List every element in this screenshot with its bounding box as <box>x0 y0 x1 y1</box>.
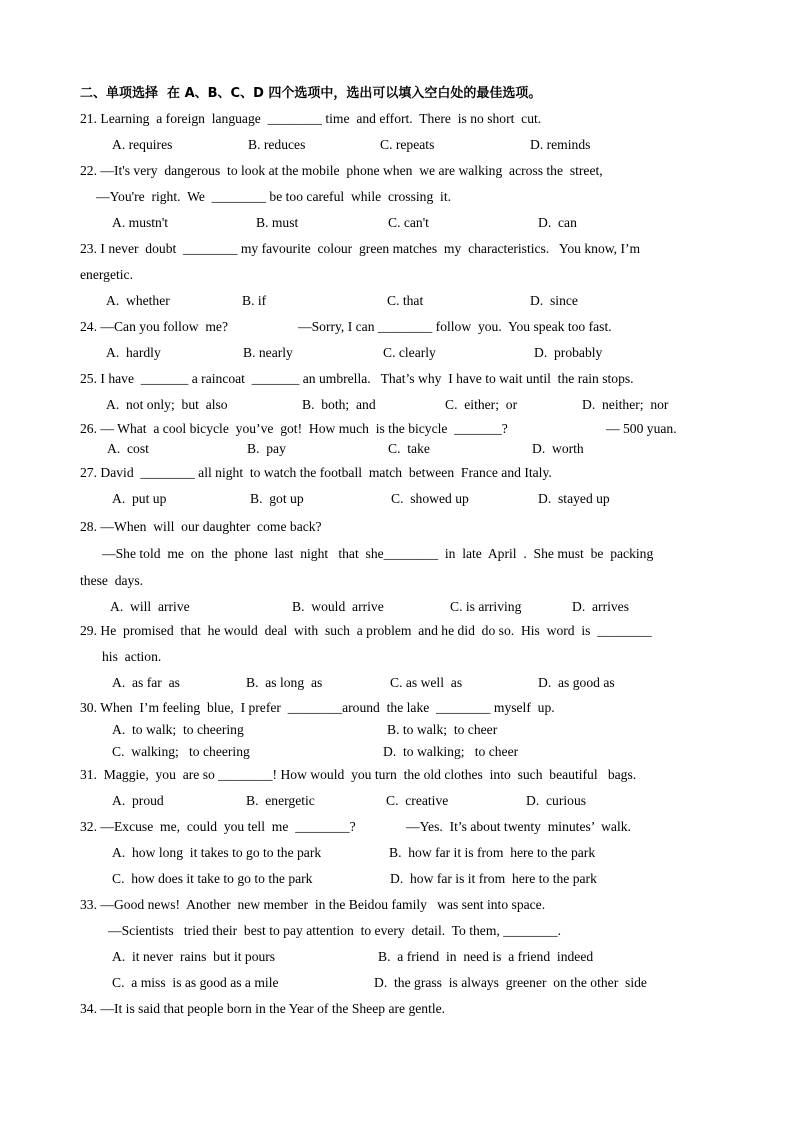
q29-option-a: A. as far as <box>112 675 180 690</box>
q32-option-c: C. how does it take to go to the park <box>112 871 313 886</box>
q21-option-b: B. reduces <box>248 137 306 152</box>
q24-option-a: A. hardly <box>106 345 161 360</box>
question-24-stem: 24. —Can you follow me? <box>80 319 228 334</box>
q24-option-d: D. probably <box>534 345 603 360</box>
question-30-stem: 30. When I’m feeling blue, I prefer ________around the lake ________ myself up. <box>80 700 555 715</box>
q29-option-d: D. as good as <box>538 675 615 690</box>
question-34-stem: 34. —It is said that people born in the Year of the Sheep are gentle. <box>80 1001 446 1016</box>
q33-option-b: B. a friend in need is a friend indeed <box>378 949 594 964</box>
q21-option-d: D. reminds <box>530 137 591 152</box>
question-21-stem: 21. Learning a foreign language ________ time and effort. There is no short cut. <box>80 111 542 126</box>
question-26-reply: — 500 yuan. <box>606 421 677 436</box>
question-31-stem: 31. Maggie, you are so ________! How would you turn the old clothes into such beautiful bags. <box>80 767 637 782</box>
question-29-stem-cont: his action. <box>102 649 162 664</box>
q23-option-a: A. whether <box>106 293 170 308</box>
q33-option-c: C. a miss is as good as a mile <box>112 975 279 990</box>
q23-option-d: D. since <box>530 293 578 308</box>
question-29-stem: 29. He promised that he would deal with such a problem and he did do so. His word is ________ <box>80 623 652 638</box>
q33-option-d: D. the grass is always greener on the other side <box>374 975 647 990</box>
q26-option-d: D. worth <box>532 441 584 456</box>
q31-option-b: B. energetic <box>246 793 315 808</box>
q22-option-d: D. can <box>538 215 577 230</box>
q30-option-b: B. to walk; to cheer <box>387 722 498 737</box>
section-title: 二、单项选择 在 A、B、C、D 四个选项中，选出可以填入空白处的最佳选项。 <box>80 86 542 101</box>
q27-option-b: B. got up <box>250 491 304 506</box>
q22-option-a: A. mustn't <box>112 215 169 230</box>
q29-option-c: C. as well as <box>390 675 463 690</box>
q25-option-d: D. neither; nor <box>582 397 669 412</box>
q30-option-d: D. to walking; to cheer <box>383 744 519 759</box>
q28-option-b: B. would arrive <box>292 599 384 614</box>
q31-option-a: A. proud <box>112 793 164 808</box>
q30-option-c: C. walking; to cheering <box>112 744 250 759</box>
question-28-reply-cont: these days. <box>80 573 144 588</box>
q33-option-a: A. it never rains but it pours <box>112 949 276 964</box>
q29-option-b: B. as long as <box>246 675 323 690</box>
q24-option-b: B. nearly <box>243 345 293 360</box>
q25-option-c: C. either; or <box>445 397 518 412</box>
q23-option-c: C. that <box>387 293 424 308</box>
q22-option-c: C. can't <box>388 215 429 230</box>
q27-option-d: D. stayed up <box>538 491 610 506</box>
question-28-stem: 28. —When will our daughter come back? <box>80 519 322 534</box>
question-25-stem: 25. I have _______ a raincoat _______ an umbrella. That’s why I have to wait until the rain stops. <box>80 371 634 386</box>
q26-option-a: A. cost <box>107 441 149 456</box>
question-27-stem: 27. David ________ all night to watch the football match between France and Italy. <box>80 465 552 480</box>
q32-option-b: B. how far it is from here to the park <box>389 845 596 860</box>
q25-option-a: A. not only; but also <box>106 397 228 412</box>
q27-option-a: A. put up <box>112 491 167 506</box>
q24-option-c: C. clearly <box>383 345 436 360</box>
question-23-stem-cont: energetic. <box>80 267 133 282</box>
q26-option-c: C. take <box>388 441 430 456</box>
question-26-stem: 26. — What a cool bicycle you’ve got! How much is the bicycle _______? <box>80 421 508 436</box>
question-22-stem: 22. —It's very dangerous to look at the mobile phone when we are walking across the street, <box>80 163 603 178</box>
q31-option-d: D. curious <box>526 793 587 808</box>
q30-option-a: A. to walk; to cheering <box>112 722 244 737</box>
q22-option-b: B. must <box>256 215 299 230</box>
q32-option-a: A. how long it takes to go to the park <box>112 845 322 860</box>
question-33-stem: 33. —Good news! Another new member in the Beidou family was sent into space. <box>80 897 546 912</box>
q28-option-d: D. arrives <box>572 599 629 614</box>
question-23-stem: 23. I never doubt ________ my favourite colour green matches my characteristics. You know, I’m <box>80 241 641 256</box>
question-22-reply: —You're right. We ________ be too careful while crossing it. <box>96 189 451 204</box>
question-24-reply: —Sorry, I can ________ follow you. You speak too fast. <box>298 319 612 334</box>
q25-option-b: B. both; and <box>302 397 376 412</box>
q23-option-b: B. if <box>242 293 267 308</box>
q32-option-d: D. how far is it from here to the park <box>390 871 597 886</box>
question-33-reply: —Scientists tried their best to pay attention to every detail. To them, ________. <box>108 923 561 938</box>
q21-option-c: C. repeats <box>380 137 435 152</box>
q21-option-a: A. requires <box>112 137 173 152</box>
q31-option-c: C. creative <box>386 793 449 808</box>
q27-option-c: C. showed up <box>391 491 469 506</box>
q26-option-b: B. pay <box>247 441 286 456</box>
q28-option-a: A. will arrive <box>110 599 190 614</box>
question-32-stem: 32. —Excuse me, could you tell me ________? <box>80 819 356 834</box>
question-32-reply: —Yes. It’s about twenty minutes’ walk. <box>406 819 631 834</box>
q28-option-c: C. is arriving <box>450 599 522 614</box>
question-28-reply: —She told me on the phone last night that she________ in late April . She must be packing <box>102 546 654 561</box>
